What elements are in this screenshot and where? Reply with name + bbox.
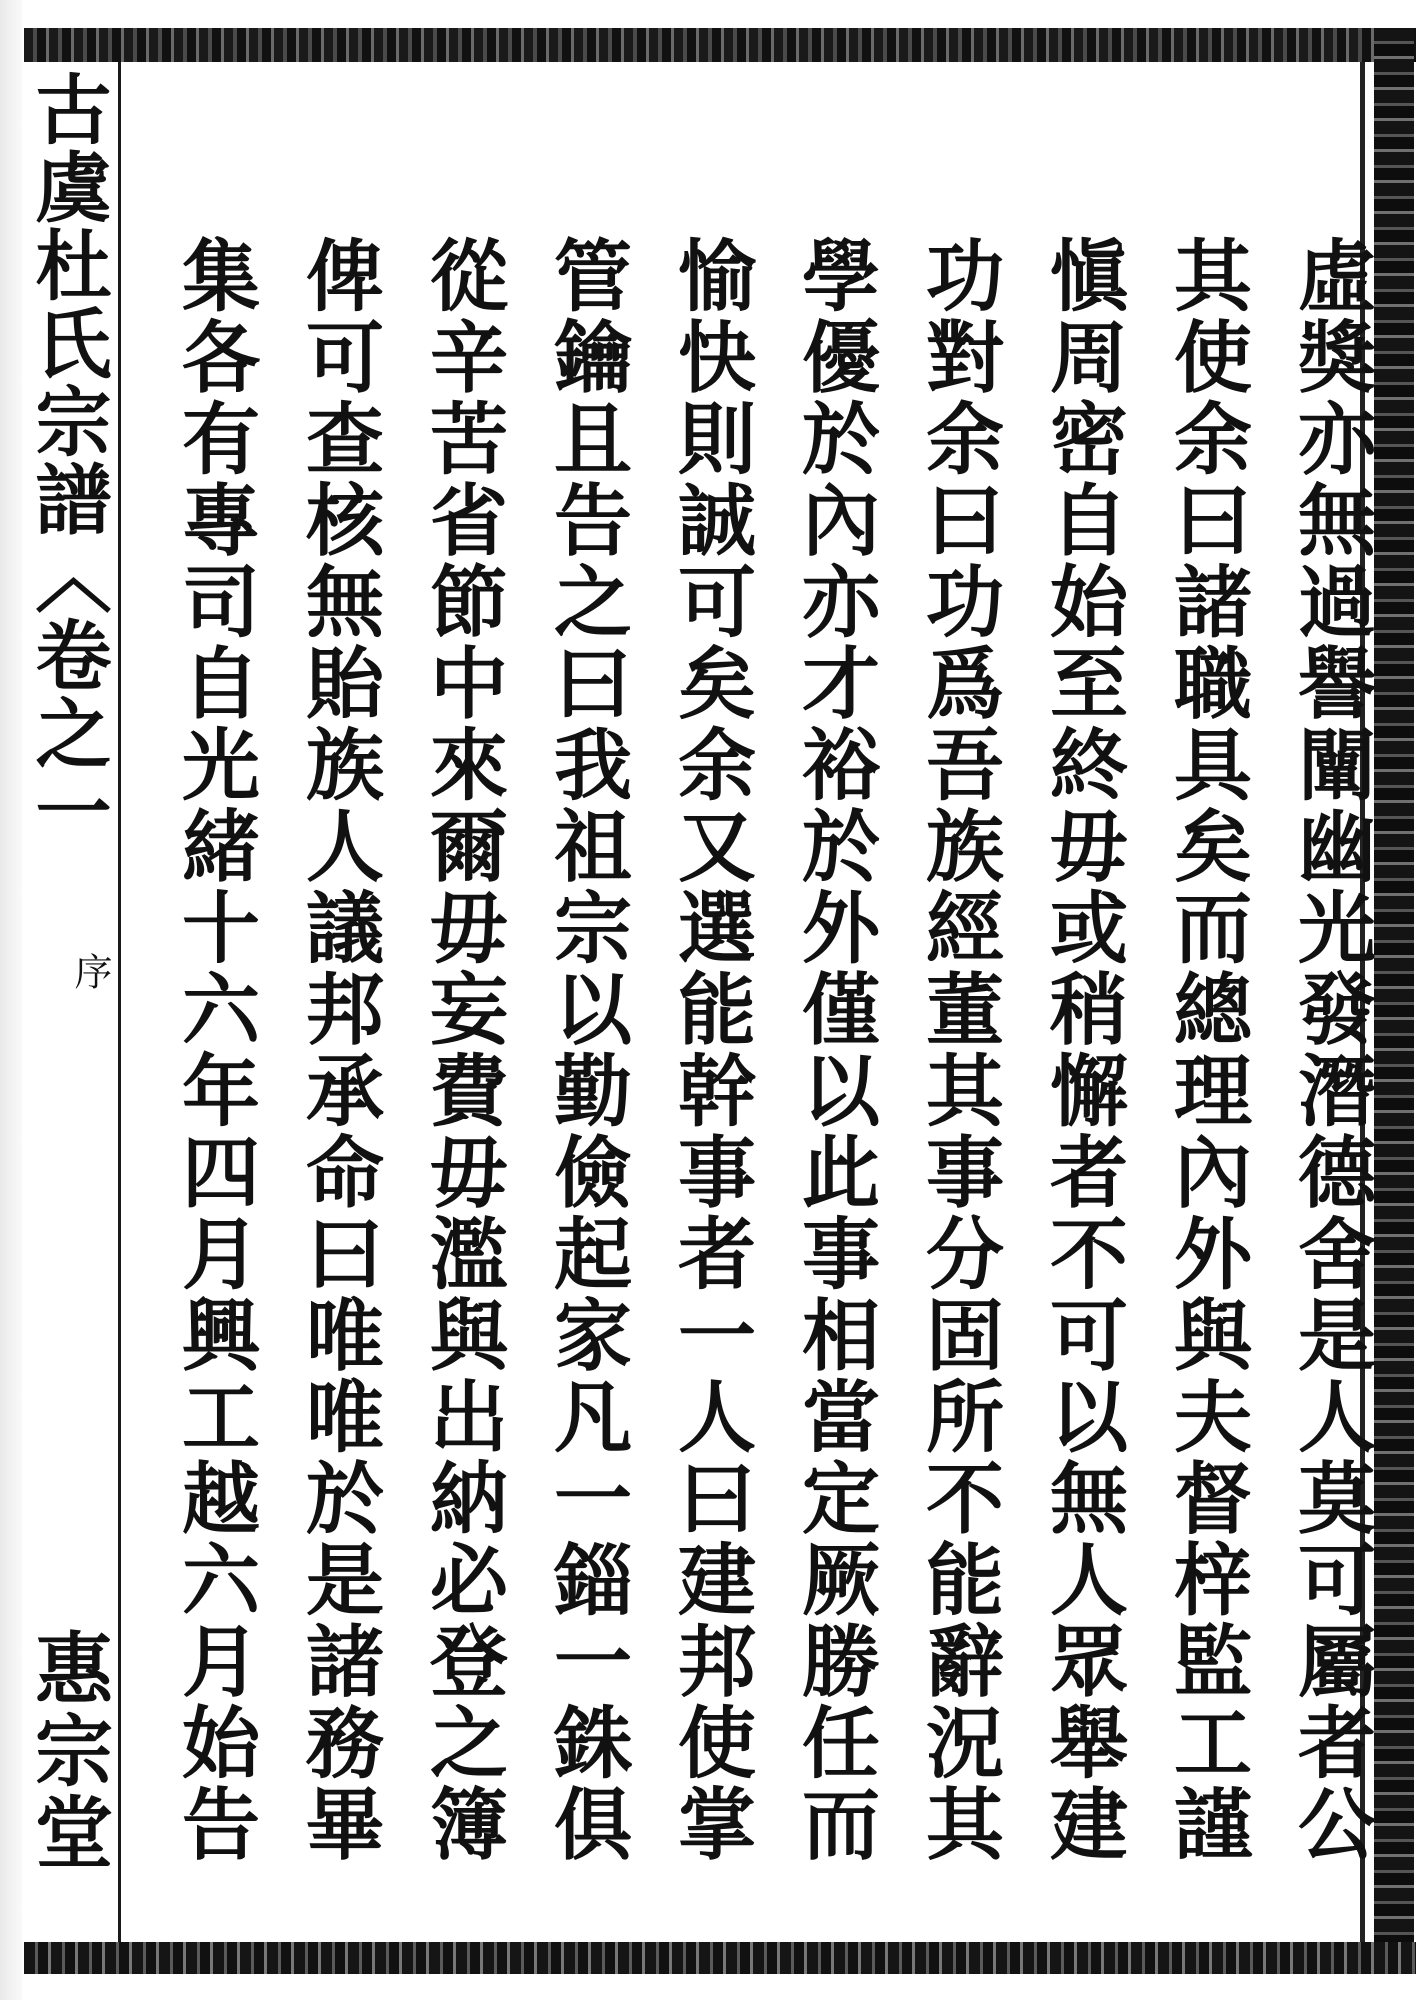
margin-divider-rule [118, 62, 121, 1942]
text-column-7: 管鑰且告之曰我祖宗以勤儉起家凡一錙一銖俱 [541, 235, 632, 1865]
text-column-8: 從辛苦省節中來爾毋妄費毋濫與出納必登之簿 [417, 235, 508, 1865]
text-column-6: 愉快則誠可矣余又選能幹事者一人曰建邦使掌 [665, 235, 756, 1865]
page-gutter [0, 0, 22, 2000]
page-border-bottom [24, 1942, 1416, 1974]
book-title: 古虞杜氏宗譜〈卷之一 [23, 70, 112, 850]
text-column-1: 虛獎亦無過譽闡幽光發潛德舍是人莫可屬者公 [1285, 235, 1376, 1865]
text-column-10: 集各有專司自光緒十六年四月興工越六月始告 [169, 235, 260, 1865]
page-border-top [24, 28, 1416, 62]
text-column-2: 其使余曰諸職具矣而總理內外與夫督梓監工謹 [1161, 235, 1252, 1865]
text-column-4: 功對余曰功爲吾族經董其事分固所不能辭況其 [913, 235, 1004, 1865]
text-column-5: 學優於內亦才裕於外僅以此事相當定厥勝任而 [789, 235, 880, 1865]
text-column-3: 愼周密自始至終毋或稍懈者不可以無人眾舉建 [1037, 235, 1128, 1865]
hall-name: 惠宗堂 [22, 1628, 113, 1874]
text-column-9: 俾可查核無貽族人議邦承命曰唯唯於是諸務畢 [293, 235, 384, 1865]
section-label: 序 [68, 952, 112, 990]
page-border-right [1374, 28, 1414, 1974]
